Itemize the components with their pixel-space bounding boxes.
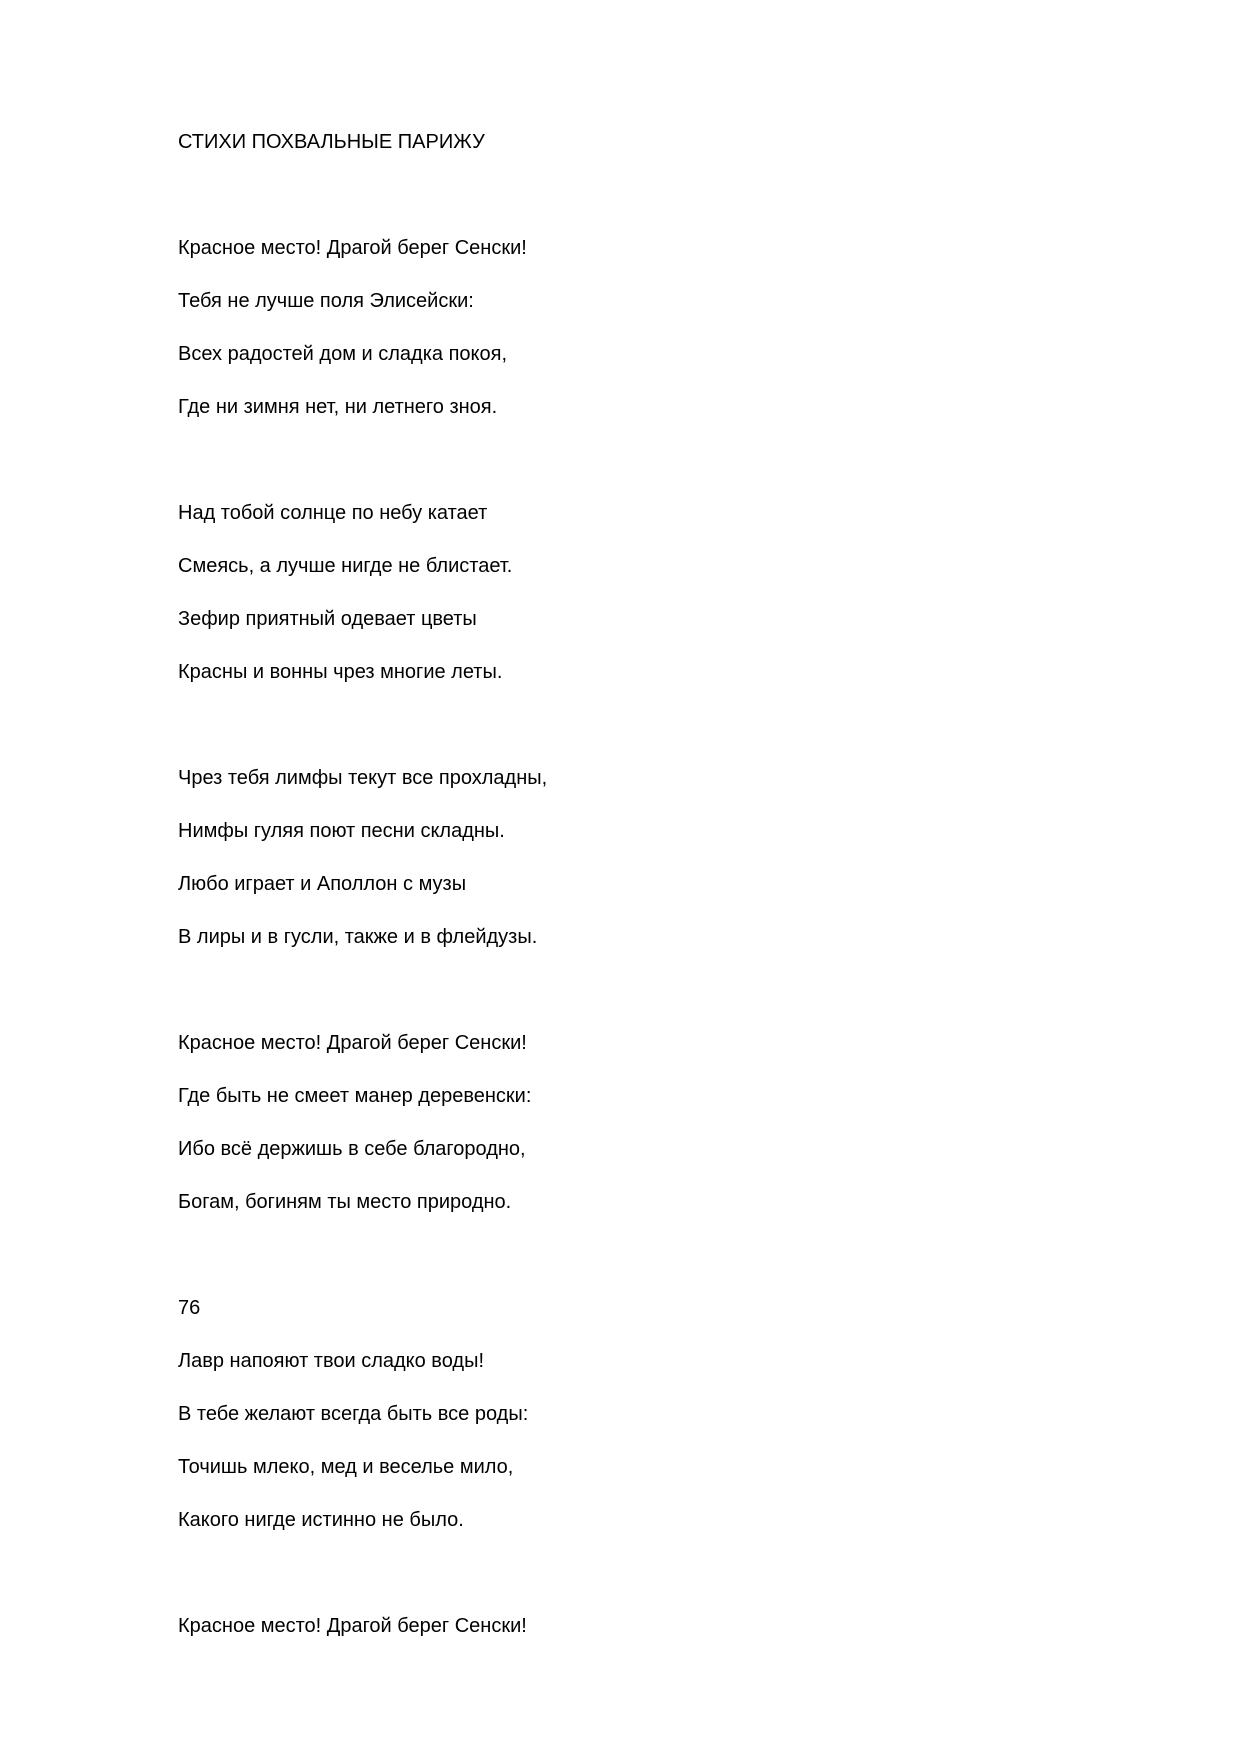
poem-line: Где ни зимня нет, ни летнего зноя.	[178, 396, 498, 418]
stanza-3	[178, 752, 1078, 964]
poem-line: Нимфы гуляя поют песни складны.	[178, 820, 505, 842]
poem-line: Красное место! Драгой берег Сенски!	[178, 1615, 527, 1637]
poem-line: Точишь млеко, мед и веселье мило,	[178, 1456, 514, 1478]
stanza-5	[178, 1282, 1078, 1547]
poem-line: В тебе желают всегда быть все роды:	[178, 1403, 529, 1425]
poem-text-block	[178, 116, 1078, 1653]
poem-line: Всех радостей дом и сладка покоя,	[178, 343, 508, 365]
poem-line: Ибо всё держишь в себе благородно,	[178, 1138, 526, 1160]
poem-line: Красное место! Драгой берег Сенски!	[178, 1032, 527, 1054]
spacer	[178, 169, 1078, 222]
poem-title: СТИХИ ПОХВАЛЬНЫЕ ПАРИЖУ	[178, 131, 485, 153]
poem-line: Над тобой солнце по небу катает	[178, 502, 488, 524]
poem-line: Смеясь, а лучше нигде не блистает.	[178, 555, 513, 577]
poem-line: Богам, богиням ты место природно.	[178, 1191, 512, 1213]
spacer	[178, 1547, 1078, 1600]
spacer	[178, 699, 1078, 752]
poem-line: Чрез тебя лимфы текут все прохладны,	[178, 767, 548, 789]
poem-line: Какого нигде истинно не было.	[178, 1509, 464, 1531]
stanza-2	[178, 487, 1078, 699]
poem-line: Зефир приятный одевает цветы	[178, 608, 477, 630]
stanza-4	[178, 1017, 1078, 1229]
page-number: 76	[178, 1297, 201, 1319]
poem-line: В лиры и в гусли, также и в флейдузы.	[178, 926, 538, 948]
poem-line: Любо играет и Аполлон с музы	[178, 873, 467, 895]
poem-line: Где быть не смеет манер деревенски:	[178, 1085, 532, 1107]
spacer	[178, 1229, 1078, 1282]
spacer	[178, 434, 1078, 487]
poem-line: Красное место! Драгой берег Сенски!	[178, 237, 527, 259]
poem-line: Лавр напояют твои сладко воды!	[178, 1350, 484, 1372]
stanza-1	[178, 222, 1078, 434]
spacer	[178, 964, 1078, 1017]
poem-line: Красны и вонны чрез многие леты.	[178, 661, 503, 683]
stanza-6	[178, 1600, 1078, 1653]
poem-line: Тебя не лучше поля Элисейски:	[178, 290, 474, 312]
